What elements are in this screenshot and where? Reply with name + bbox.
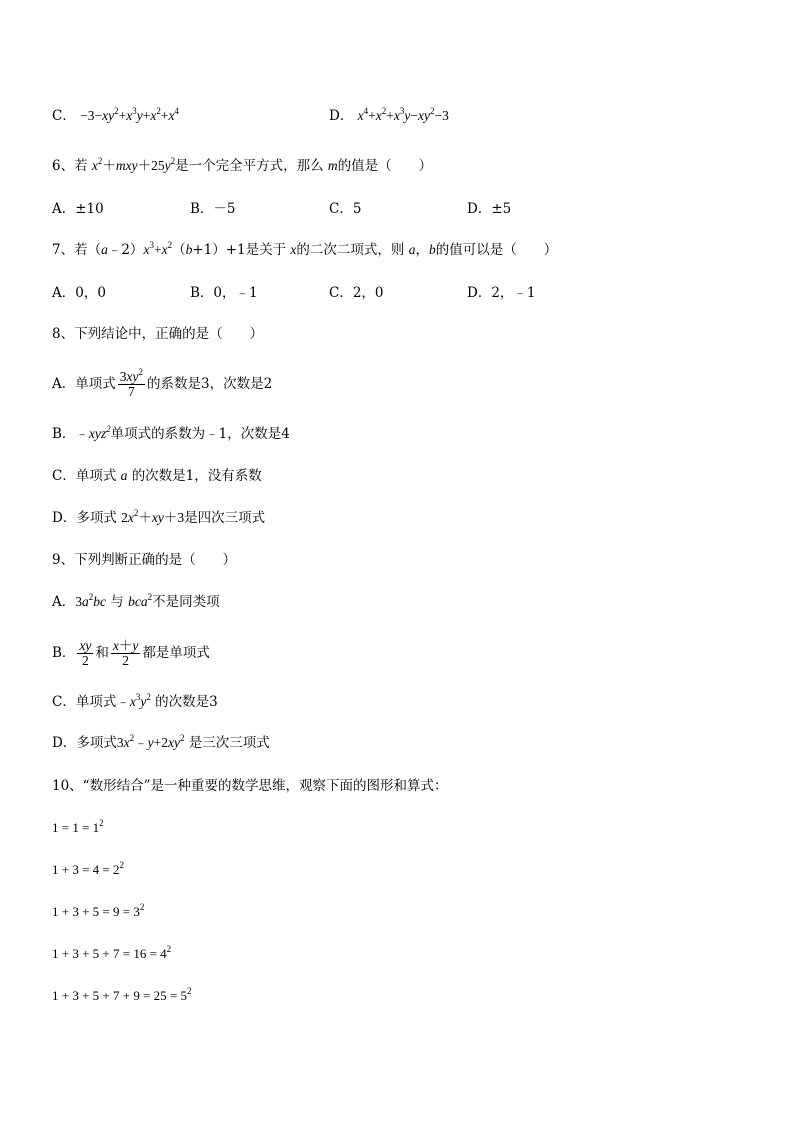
q9-option-c: C．单项式$﹣x^3y^2$ 的次数是3 <box>52 692 218 710</box>
question-9-stem: 9、下列判断正确的是（ ） <box>52 552 237 568</box>
q5-option-d-expr: $x^4+x^2+x^3y-xy^2-3$ <box>357 106 449 123</box>
q10-equation-5: $1 + 3 + 5 + 7 + 9 = 25 = 5^2$ <box>52 986 192 1003</box>
q9-option-b: B． $\frac{xy}{2}$ 和 $\frac{x+y}{2}$ 都是单项式 <box>52 638 210 668</box>
q8-a-fraction: $\frac{3xy^2}{7}$ <box>119 367 143 399</box>
q6-expression: $x^2+mxy+25y^2$ <box>91 156 176 173</box>
q9-a-term-2: bca$^2$ <box>128 592 153 609</box>
q8-option-c: C．单项式 a 的次数是1，没有系数 <box>52 468 262 484</box>
q9-option-d: D．多项式$3x^2﹣y+2xy^2$ 是三次三项式 <box>52 733 270 751</box>
q6-option-c: C．5 <box>329 201 362 217</box>
q7-option-c: C．2，0 <box>329 285 384 301</box>
q10-equation-3: $1 + 3 + 5 = 9 = 3^2$ <box>52 902 145 919</box>
q9-b-fraction-2: $\frac{x+y}{2}$ <box>112 638 139 668</box>
q6-option-b: B．－5 <box>190 201 236 217</box>
question-10-stem: 10、“数形结合”是一种重要的数学思维，观察下面的图形和算式： <box>52 778 448 794</box>
q6-option-d: D．±5 <box>467 201 512 217</box>
q7-term-1: $x^3+x^2$ <box>143 240 173 257</box>
q8-b-term: xyz$^2$ <box>88 424 111 441</box>
q7-option-b: B．0，﹣1 <box>190 285 258 301</box>
q8-option-d: D．多项式 $2x^2+xy+3$是四次三项式 <box>52 508 266 526</box>
q9-a-term-1: $3a^2bc$ <box>75 592 106 609</box>
question-8-stem: 8、下列结论中，正确的是（ ） <box>52 326 264 342</box>
q8-option-a: A．单项式 $\frac{3xy^2}{7}$ 的系数是3，次数是2 <box>52 367 273 399</box>
q9-option-a: A．$3a^2bc$ 与 bca$^2$不是同类项 <box>52 592 220 610</box>
q8-option-b: B．﹣xyz$^2$单项式的系数为﹣1，次数是4 <box>52 424 290 442</box>
q10-equation-2: $1 + 3 = 4 = 2^2$ <box>52 860 124 877</box>
question-7-stem: 7、若$(a﹣2)x^3+x^2(b+1)+1$是关于 x的二次二项式，则 a，b的值可以是（ ） <box>52 240 558 258</box>
q9-d-expr: $3x^2﹣y+2xy^2$ <box>116 733 185 750</box>
q9-c-term: $x^3y^2$ <box>129 692 151 709</box>
q5-option-c: C． $-3-xy^2+x^3y+x^2+x^4$ <box>52 106 179 124</box>
q5-option-d: D． $x^4+x^2+x^3y-xy^2-3$ <box>329 106 449 124</box>
q10-equation-4: $1 + 3 + 5 + 7 = 16 = 4^2$ <box>52 944 172 961</box>
question-6-stem: 6、若 $x^2+mxy+25y^2$是一个完全平方式，那么 m的值是（ ） <box>52 156 433 174</box>
q9-b-fraction-1: $\frac{xy}{2}$ <box>79 638 92 668</box>
q6-option-a: A．±10 <box>52 201 104 217</box>
q8-d-expr: $2x^2+xy+3$ <box>121 508 185 525</box>
q7-option-a: A．0，0 <box>52 285 106 301</box>
q5-option-c-expr: $-3-xy^2+x^3y+x^2+x^4$ <box>80 106 179 123</box>
q7-option-d: D．2，﹣1 <box>467 285 536 301</box>
q10-equation-1: $1 = 1 = 1^2$ <box>52 818 104 835</box>
